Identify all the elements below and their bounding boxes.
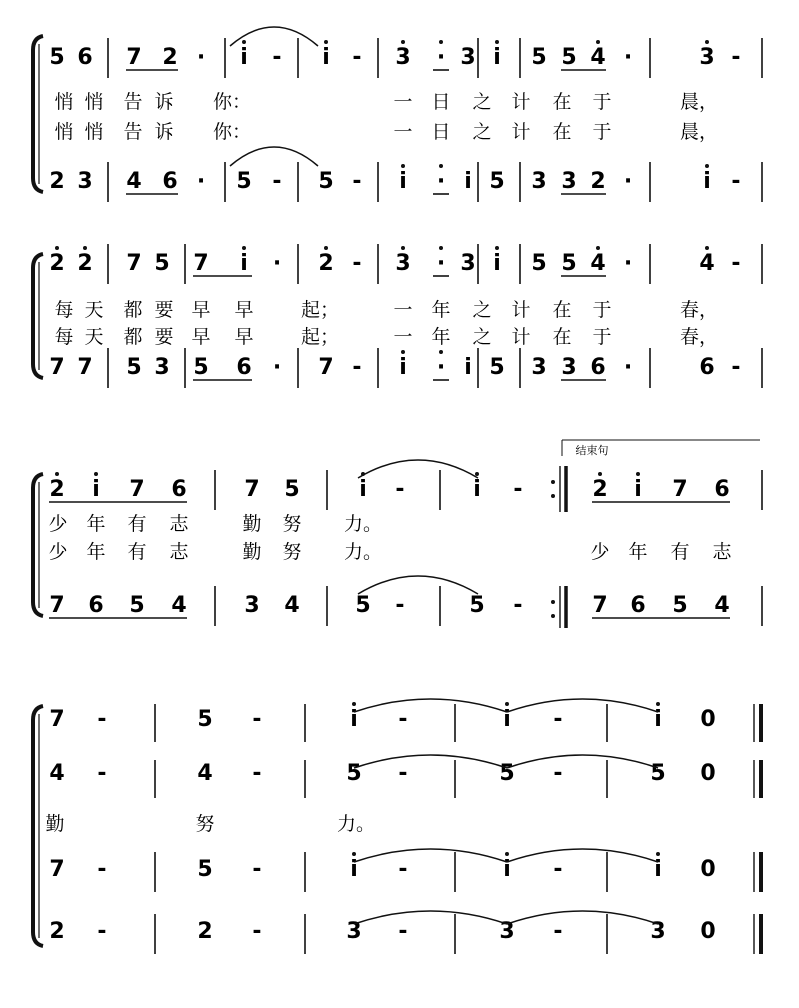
lyric-char: 计 (511, 326, 531, 348)
jianpu-note: · (436, 169, 446, 194)
jianpu-note: - (731, 355, 741, 380)
octave-dot-high (242, 40, 246, 44)
jianpu-note: 6 (630, 593, 646, 618)
lyric-char: 勤 (242, 541, 262, 563)
system-bracket (33, 254, 43, 378)
lyric-char: 力。 (343, 541, 383, 563)
jianpu-note: 6 (162, 169, 178, 194)
jianpu-note: i (240, 45, 248, 70)
octave-dot-high (705, 164, 709, 168)
jianpu-note: 4 (171, 593, 187, 618)
tie-slur (507, 755, 658, 768)
jianpu-note: 7 (49, 857, 65, 882)
jianpu-note: 3 (561, 169, 577, 194)
octave-dot-high (401, 164, 405, 168)
jianpu-note: 5 (129, 593, 145, 618)
jianpu-note: 5 (154, 251, 170, 276)
lyric-char: 努 (282, 541, 302, 563)
lyric-char: 于 (592, 299, 612, 321)
jianpu-note: - (272, 169, 282, 194)
jianpu-note: 5 (489, 355, 505, 380)
jianpu-note: 6 (77, 45, 93, 70)
lyric-char: 诉 (154, 91, 174, 113)
lyric-char: 悄 (54, 91, 74, 113)
lyric-char: 你： (212, 121, 252, 143)
octave-dot-high (55, 472, 59, 476)
ending-label: 结束句 (575, 444, 609, 457)
jianpu-note: 5 (284, 477, 300, 502)
jianpu-note: · (196, 45, 206, 70)
jianpu-note: - (352, 169, 362, 194)
jianpu-note: 4 (284, 593, 300, 618)
repeat-dot (551, 614, 555, 618)
lyric-char: 力。 (343, 513, 383, 535)
octave-dot-high (598, 472, 602, 476)
jianpu-note: - (553, 761, 563, 786)
jianpu-note: i (92, 477, 100, 502)
octave-dot-high (596, 40, 600, 44)
octave-dot-high (401, 246, 405, 250)
octave-dot-high (439, 164, 443, 168)
lyric-char: 少 (48, 541, 68, 563)
jianpu-note: 0 (700, 857, 716, 882)
jianpu-note: 5 (346, 761, 362, 786)
jianpu-note: 3 (395, 45, 411, 70)
lyric-char: 日 (431, 121, 451, 143)
octave-dot-high (495, 40, 499, 44)
octave-dot-high (352, 702, 356, 706)
lyric-char: 之 (472, 121, 492, 143)
octave-dot-high (401, 40, 405, 44)
jianpu-note: · (623, 251, 633, 276)
lyric-char: 要 (154, 299, 174, 321)
repeat-dot (551, 600, 555, 604)
lyric-char: 年 (431, 299, 451, 321)
lyric-char: 悄 (84, 91, 104, 113)
jianpu-note: i (322, 45, 330, 70)
jianpu-note: - (272, 45, 282, 70)
lyric-char: 勤 (45, 813, 65, 835)
lyric-char: 春， (679, 299, 719, 321)
jianpu-note: 4 (714, 593, 730, 618)
octave-dot-high (94, 472, 98, 476)
lyric-char: 一 (393, 121, 413, 143)
tie-slur (354, 699, 507, 712)
tie-slur (507, 849, 658, 862)
lyric-char: 年 (628, 541, 648, 563)
octave-dot-high (83, 246, 87, 250)
jianpu-note: - (97, 857, 107, 882)
jianpu-note: 7 (49, 593, 65, 618)
lyric-char: 早 (191, 326, 211, 348)
octave-dot-high (439, 40, 443, 44)
jianpu-note: 5 (561, 251, 577, 276)
lyric-char: 在 (552, 326, 572, 348)
octave-dot-high (505, 702, 509, 706)
jianpu-note: 3 (460, 45, 476, 70)
octave-dot-high (352, 852, 356, 856)
jianpu-note: 5 (355, 593, 371, 618)
octave-dot-high (705, 246, 709, 250)
jianpu-note: - (731, 251, 741, 276)
octave-dot-high (705, 40, 709, 44)
jianpu-note: 2 (77, 251, 93, 276)
jianpu-note: 3 (561, 355, 577, 380)
jianpu-note: · (196, 169, 206, 194)
jianpu-note: 0 (700, 707, 716, 732)
jianpu-note: i (703, 169, 711, 194)
jianpu-note: 6 (714, 477, 730, 502)
lyric-char: 志 (169, 541, 189, 563)
jianpu-note: i (399, 355, 407, 380)
lyric-char: 早 (191, 299, 211, 321)
jianpu-note: 6 (590, 355, 606, 380)
jianpu-note: i (399, 169, 407, 194)
system-bracket (33, 706, 43, 946)
jianpu-note: 3 (699, 45, 715, 70)
system-bracket (33, 36, 43, 192)
jianpu-note: 2 (49, 477, 65, 502)
jianpu-note: 7 (49, 355, 65, 380)
jianpu-note: i (464, 355, 472, 380)
jianpu-note: 5 (197, 857, 213, 882)
jianpu-note: 7 (126, 251, 142, 276)
jianpu-note: i (493, 45, 501, 70)
lyric-char: 年 (86, 541, 106, 563)
jianpu-note: · (623, 169, 633, 194)
jianpu-note: - (97, 707, 107, 732)
jianpu-note: i (350, 857, 358, 882)
tie-slur (507, 699, 658, 712)
lyric-char: 年 (86, 513, 106, 535)
jianpu-note: - (553, 919, 563, 944)
tie-slur (358, 576, 478, 594)
jianpu-note: 2 (49, 169, 65, 194)
lyric-char: 晨， (679, 91, 719, 113)
jianpu-note: 5 (318, 169, 334, 194)
repeat-dot (551, 480, 555, 484)
jianpu-note: - (97, 761, 107, 786)
lyric-char: 勤 (242, 513, 262, 535)
lyric-char: 你： (212, 91, 252, 113)
jianpu-note: - (252, 761, 262, 786)
jianpu-note: 5 (197, 707, 213, 732)
lyric-char: 晨， (679, 121, 719, 143)
jianpu-note: 6 (699, 355, 715, 380)
lyric-char: 春， (679, 326, 719, 348)
lyric-char: 日 (431, 91, 451, 113)
lyric-char: 天 (84, 299, 104, 321)
jianpu-note: 5 (193, 355, 209, 380)
jianpu-note: i (350, 707, 358, 732)
lyric-char: 之 (472, 326, 492, 348)
jianpu-note: 5 (531, 251, 547, 276)
lyric-char: 志 (169, 513, 189, 535)
jianpu-note: - (252, 707, 262, 732)
jianpu-note: - (252, 919, 262, 944)
jianpu-note: - (395, 593, 405, 618)
jianpu-note: - (97, 919, 107, 944)
lyric-char: 在 (552, 121, 572, 143)
tie-slur (507, 911, 658, 924)
jianpu-note: 4 (590, 251, 606, 276)
lyric-char: 悄 (84, 121, 104, 143)
lyric-char: 努 (282, 513, 302, 535)
jianpu-note: - (553, 707, 563, 732)
octave-dot-high (401, 350, 405, 354)
tie-slur (354, 911, 507, 924)
lyric-char: 都 (123, 326, 143, 348)
jianpu-note: 5 (236, 169, 252, 194)
jianpu-note: 3 (460, 251, 476, 276)
lyric-char: 计 (511, 299, 531, 321)
octave-dot-high (505, 852, 509, 856)
jianpu-note: 7 (592, 593, 608, 618)
lyric-char: 之 (472, 299, 492, 321)
jianpu-note: - (731, 169, 741, 194)
jianpu-note: · (436, 45, 446, 70)
lyric-char: 有 (670, 541, 690, 563)
jianpu-note: 7 (49, 707, 65, 732)
jianpu-note: 7 (193, 251, 209, 276)
jianpu-note: 5 (469, 593, 485, 618)
lyric-char: 少 (590, 541, 610, 563)
jianpu-note: 0 (700, 761, 716, 786)
jianpu-note: i (503, 857, 511, 882)
jianpu-note: i (464, 169, 472, 194)
lyric-char: 要 (154, 326, 174, 348)
octave-dot-high (324, 246, 328, 250)
jianpu-note: i (634, 477, 642, 502)
lyric-char: 起； (300, 299, 340, 321)
jianpu-note: 3 (346, 919, 362, 944)
tie-slur (230, 147, 318, 166)
jianpu-note: 7 (318, 355, 334, 380)
jianpu-note: 5 (650, 761, 666, 786)
jianpu-note: · (272, 251, 282, 276)
jianpu-note: 7 (672, 477, 688, 502)
octave-dot-high (475, 472, 479, 476)
jianpu-note: - (398, 707, 408, 732)
jianpu-note: 5 (499, 761, 515, 786)
lyric-char: 诉 (154, 121, 174, 143)
lyric-char: 在 (552, 299, 572, 321)
jianpu-note: - (352, 355, 362, 380)
lyric-char: 早 (234, 326, 254, 348)
jianpu-note: i (359, 477, 367, 502)
jianpu-note: 3 (531, 169, 547, 194)
jianpu-note: 7 (77, 355, 93, 380)
lyric-char: 一 (393, 326, 413, 348)
octave-dot-high (324, 40, 328, 44)
jianpu-note: 6 (236, 355, 252, 380)
lyric-char: 有 (127, 513, 147, 535)
jianpu-note: 2 (318, 251, 334, 276)
jianpu-note: 3 (154, 355, 170, 380)
lyric-char: 告 (123, 121, 143, 143)
jianpu-note: - (352, 251, 362, 276)
jianpu-note: · (272, 355, 282, 380)
jianpu-note: 5 (531, 45, 547, 70)
jianpu-note: 3 (244, 593, 260, 618)
lyric-char: 一 (393, 91, 413, 113)
octave-dot-high (242, 246, 246, 250)
jianpu-note: · (436, 355, 446, 380)
jianpu-note: · (436, 251, 446, 276)
jianpu-note: - (513, 593, 523, 618)
lyric-char: 告 (123, 91, 143, 113)
tie-slur (354, 755, 507, 768)
jianpu-note: · (623, 355, 633, 380)
jianpu-note: 2 (197, 919, 213, 944)
jianpu-note: - (395, 477, 405, 502)
lyric-char: 早 (234, 299, 254, 321)
jianpu-note: 2 (162, 45, 178, 70)
tie-slur (358, 460, 478, 478)
jianpu-note: - (513, 477, 523, 502)
lyric-char: 有 (127, 541, 147, 563)
jianpu-note: - (252, 857, 262, 882)
jianpu-note: 7 (129, 477, 145, 502)
lyric-char: 每 (54, 326, 74, 348)
jianpu-note: 2 (592, 477, 608, 502)
jianpu-note: 6 (171, 477, 187, 502)
octave-dot-high (439, 246, 443, 250)
lyric-char: 于 (592, 91, 612, 113)
lyric-char: 计 (511, 121, 531, 143)
jianpu-note: 5 (561, 45, 577, 70)
jianpu-note: 0 (700, 919, 716, 944)
jianpu-note: 6 (88, 593, 104, 618)
lyric-char: 都 (123, 299, 143, 321)
jianpu-note: 4 (699, 251, 715, 276)
jianpu-note: · (623, 45, 633, 70)
lyric-char: 年 (431, 326, 451, 348)
jianpu-note: 7 (126, 45, 142, 70)
jianpu-note: 4 (49, 761, 65, 786)
jianpu-note: 5 (126, 355, 142, 380)
jianpu-note: 2 (49, 251, 65, 276)
jianpu-note: 4 (590, 45, 606, 70)
octave-dot-high (656, 702, 660, 706)
jianpu-note: 3 (499, 919, 515, 944)
jianpu-note: - (352, 45, 362, 70)
jianpu-note: - (398, 857, 408, 882)
tie-slur (354, 849, 507, 862)
jianpu-note: i (493, 251, 501, 276)
jianpu-note: 4 (197, 761, 213, 786)
jianpu-note: i (503, 707, 511, 732)
jianpu-note: 5 (49, 45, 65, 70)
jianpu-note: - (553, 857, 563, 882)
octave-dot-high (596, 246, 600, 250)
jianpu-note: 3 (650, 919, 666, 944)
octave-dot-high (495, 246, 499, 250)
lyric-char: 努 (195, 813, 215, 835)
jianpu-note: - (731, 45, 741, 70)
lyric-char: 计 (511, 91, 531, 113)
lyric-char: 志 (712, 541, 732, 563)
system-bracket (33, 474, 43, 616)
jianpu-note: 7 (244, 477, 260, 502)
lyric-char: 起； (300, 326, 340, 348)
jianpu-note: 5 (672, 593, 688, 618)
octave-dot-high (636, 472, 640, 476)
jianpu-note: 3 (531, 355, 547, 380)
lyric-char: 在 (552, 91, 572, 113)
jianpu-note: i (473, 477, 481, 502)
repeat-dot (551, 494, 555, 498)
lyric-char: 之 (472, 91, 492, 113)
lyric-char: 于 (592, 326, 612, 348)
jianpu-note: 2 (590, 169, 606, 194)
jianpu-note: i (654, 857, 662, 882)
jianpu-note: 2 (49, 919, 65, 944)
lyric-char: 一 (393, 299, 413, 321)
jianpu-note: 5 (489, 169, 505, 194)
octave-dot-high (656, 852, 660, 856)
jianpu-note: - (398, 919, 408, 944)
lyric-char: 天 (84, 326, 104, 348)
jianpu-note: 3 (77, 169, 93, 194)
jianpu-note: 3 (395, 251, 411, 276)
lyric-char: 力。 (336, 813, 376, 835)
jianpu-note: i (240, 251, 248, 276)
lyric-char: 每 (54, 299, 74, 321)
lyric-char: 少 (48, 513, 68, 535)
jianpu-note: - (398, 761, 408, 786)
lyric-char: 于 (592, 121, 612, 143)
lyric-char: 悄 (54, 121, 74, 143)
jianpu-note: 4 (126, 169, 142, 194)
octave-dot-high (55, 246, 59, 250)
octave-dot-high (439, 350, 443, 354)
jianpu-note: i (654, 707, 662, 732)
